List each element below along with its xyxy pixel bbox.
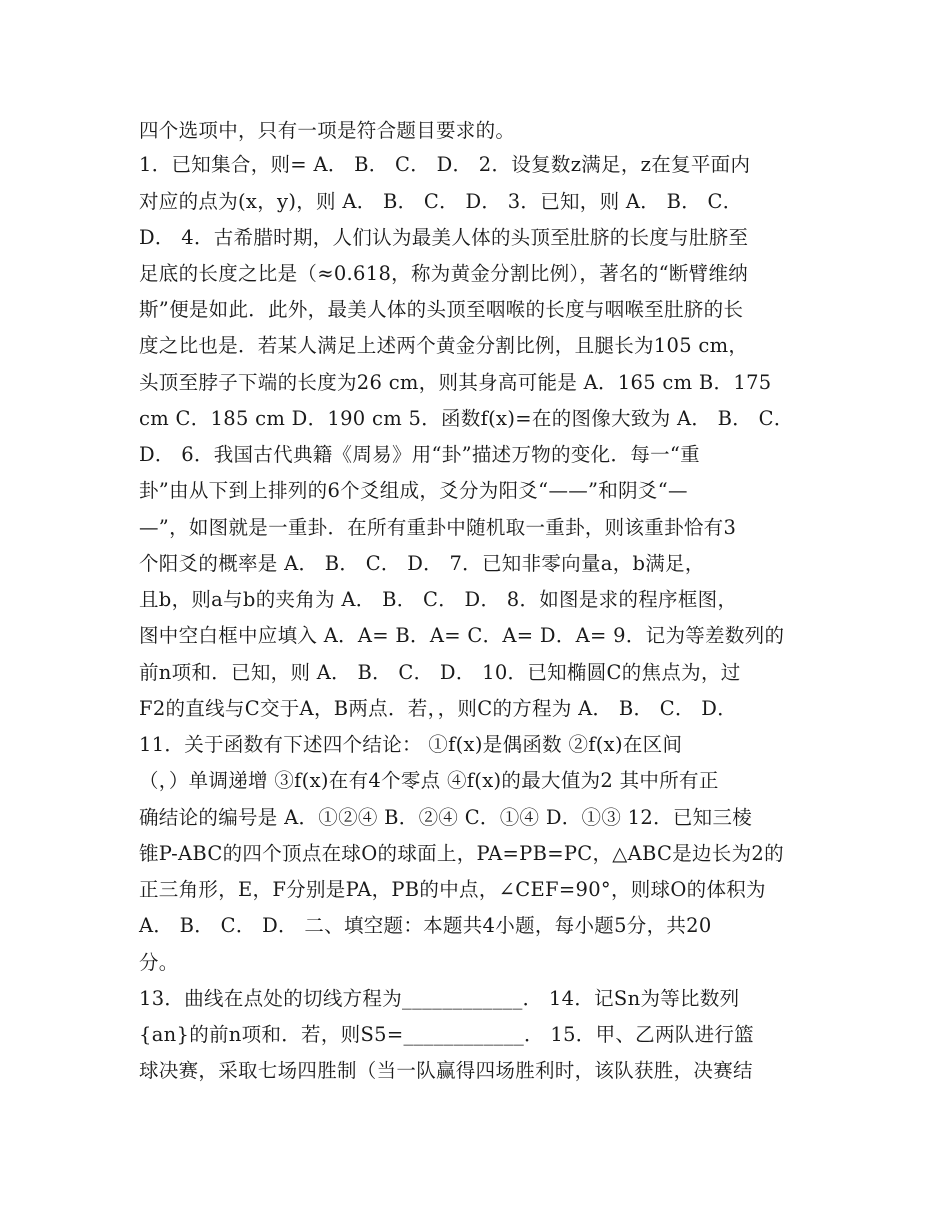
text-line: 11．关于函数有下述四个结论： ①f(x)是偶函数 ②f(x)在区间: [139, 733, 683, 756]
text-line: 度之比也是．若某人满足上述两个黄金分割比例，且腿长为105 cm，: [139, 334, 749, 357]
text-line: 球决赛，采取七场四胜制（当一队赢得四场胜利时，该队获胜，决赛结: [139, 1059, 753, 1082]
text-line: 斯”便是如此．此外，最美人体的头顶至咽喉的长度与咽喉至肚脐的长: [139, 298, 744, 321]
text-line: D． 6．我国古代典籍《周易》用“卦”描述万物的变化．每一“重: [139, 443, 700, 466]
text-line: 分。: [139, 951, 179, 974]
text-line: 且b，则a与b的夹角为 A． B． C． D． 8．如图是求的程序框图，: [139, 588, 738, 611]
text-line: 足底的长度之比是（≈0.618，称为黄金分割比例），著名的“断臂维纳: [139, 262, 749, 285]
text-line: 锥P-ABC的四个顶点在球O的球面上，PA=PB=PC，△ABC是边长为2的: [139, 842, 784, 865]
text-line: {an}的前n项和．若，则S5=____________． 15．甲、乙两队进行篮: [139, 1023, 754, 1046]
text-line: 卦”由从下到上排列的6个爻组成，爻分为阳爻“——”和阴爻“—: [139, 479, 688, 502]
text-line: —”，如图就是一重卦．在所有重卦中随机取一重卦，则该重卦恰有3: [139, 516, 737, 539]
text-line: 个阳爻的概率是 A． B． C． D． 7．已知非零向量a，b满足，: [139, 552, 705, 575]
text-line: 头顶至脖子下端的长度为26 cm，则其身高可能是 A．165 cm B．175: [139, 371, 772, 394]
text-line: 13．曲线在点处的切线方程为____________． 14．记Sn为等比数列: [139, 987, 740, 1010]
text-line: 前n项和．已知，则 A． B． C． D． 10．已知椭圆C的焦点为，过: [139, 661, 741, 684]
text-line: F2的直线与C交于A，B两点．若，，则C的方程为 A． B． C． D．: [139, 697, 737, 720]
text-line: A． B． C． D． 二、填空题：本题共4小题，每小题5分，共20: [139, 914, 712, 937]
text-line: （，）单调递增 ③f(x)在有4个零点 ④f(x)的最大值为2 其中所有正: [139, 769, 719, 792]
text-line: 确结论的编号是 A．①②④ B．②④ C．①④ D．①③ 12．已知三棱: [139, 806, 753, 829]
text-line: 图中空白框中应填入 A．A= B．A= C．A= D．A= 9．记为等差数列的: [139, 624, 785, 647]
text-line: 四个选项中，只有一项是符合题目要求的。: [139, 119, 516, 142]
text-line: D． 4．古希腊时期，人们认为最美人体的头顶至肚脐的长度与肚脐至: [139, 226, 749, 249]
text-line: 1．已知集合，则= A． B． C． D． 2．设复数z满足，z在复平面内: [139, 153, 751, 176]
text-line: cm C．185 cm D．190 cm 5．函数f(x)=在的图像大致为 A． B． C．: [139, 407, 794, 430]
text-line: 正三角形，E，F分别是PA，PB的中点，∠CEF=90°，则球O的体积为: [139, 878, 766, 901]
text-line: 对应的点为(x，y)，则 A． B． C． D． 3．已知，则 A． B． C．: [139, 190, 743, 213]
